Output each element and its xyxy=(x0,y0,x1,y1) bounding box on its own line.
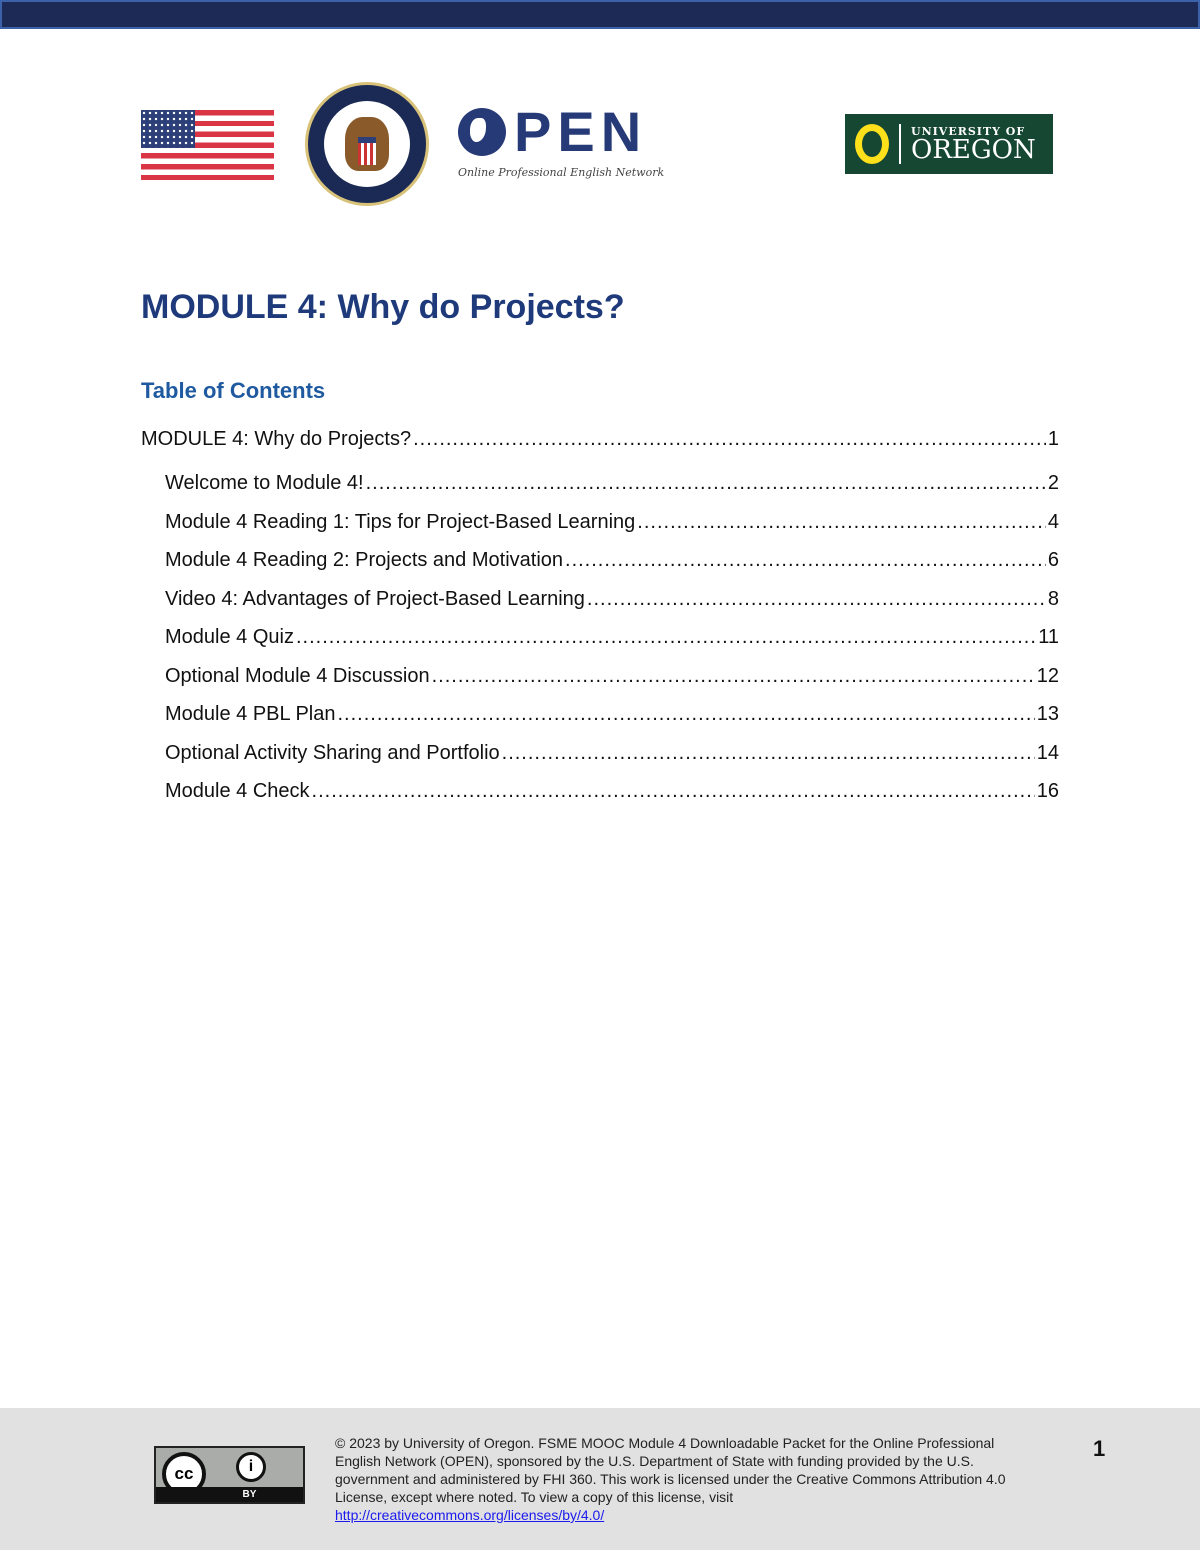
cc-by-license-badge xyxy=(154,1446,305,1504)
toc-entry-label: Module 4 Quiz xyxy=(165,626,294,648)
attribution-icon: i xyxy=(236,1452,266,1482)
toc-entry-label: Welcome to Module 4! xyxy=(165,472,364,494)
page-number: 1 xyxy=(1093,1436,1106,1461)
copyright-text: © 2023 by University of Oregon. FSME MOOC Module 4 Downloadable Packet for the Online Professional English Network (OPEN), sponsored by the U.S. Department of State with funding provided by the U.S. government and administered by FHI 360. This work is licensed under the Creative Commons Attribution 4.0 License, except where noted. To view a copy of this license, visit xyxy=(335,1435,1006,1505)
toc-entry-label: Module 4 Reading 2: Projects and Motivation xyxy=(165,549,564,571)
open-logo xyxy=(458,100,665,179)
toc-entry[interactable] xyxy=(141,511,1059,550)
uo-line2: OREGON xyxy=(911,134,1036,165)
toc-entry-page: 4 xyxy=(1047,510,1059,533)
toc-entry-label: Module 4 Reading 1: Tips for Project-Based Learning xyxy=(165,510,636,533)
toc-entry[interactable] xyxy=(141,428,1059,472)
toc-entry-label: MODULE 4: Why do Projects? xyxy=(141,428,412,450)
open-logo-word: PEN xyxy=(514,100,648,163)
dot-leader xyxy=(337,703,1034,726)
toc-entry-label: Optional Module 4 Discussion xyxy=(165,664,430,687)
page-title: MODULE 4: Why do Projects? xyxy=(141,288,625,326)
toc-heading: Table of Contents xyxy=(141,378,326,403)
dot-leader xyxy=(312,780,1035,803)
header-bar xyxy=(0,0,1200,29)
globe-icon xyxy=(458,108,506,156)
toc-entry[interactable] xyxy=(141,588,1059,627)
dot-leader xyxy=(587,588,1046,611)
toc-entry[interactable] xyxy=(141,549,1059,588)
copyright-notice xyxy=(335,1434,1035,1524)
table-of-contents xyxy=(141,428,1059,819)
toc-entry-page: 2 xyxy=(1047,472,1059,494)
toc-entry[interactable] xyxy=(141,742,1059,781)
toc-entry-page: 14 xyxy=(1036,741,1059,764)
toc-entry-page: 12 xyxy=(1036,664,1059,687)
toc-entry-page: 8 xyxy=(1047,587,1059,610)
toc-entry[interactable] xyxy=(141,703,1059,742)
by-label: BY xyxy=(156,1487,303,1502)
dot-leader xyxy=(565,549,1046,572)
toc-entry-page: 16 xyxy=(1036,780,1059,802)
toc-entry-page: 11 xyxy=(1038,626,1059,648)
dot-leader xyxy=(296,626,1036,649)
department-of-state-seal xyxy=(305,82,429,206)
uo-line1: UNIVERSITY OF xyxy=(911,124,1026,138)
cc-icon: cc xyxy=(162,1452,206,1496)
toc-entry-page: 6 xyxy=(1047,549,1059,571)
university-of-oregon-logo xyxy=(845,114,1053,174)
dot-leader xyxy=(432,665,1035,688)
dot-leader xyxy=(366,472,1046,495)
toc-entry-label: Module 4 PBL Plan xyxy=(165,703,336,725)
dot-leader xyxy=(502,742,1035,765)
toc-entry-label: Module 4 Check xyxy=(165,780,310,802)
dot-leader xyxy=(413,428,1046,451)
toc-entry-label: Optional Activity Sharing and Portfolio xyxy=(165,741,500,764)
toc-entry[interactable] xyxy=(141,472,1059,511)
toc-entry[interactable] xyxy=(141,626,1059,665)
toc-entry-label: Video 4: Advantages of Project-Based Learning xyxy=(165,587,585,610)
dot-leader xyxy=(637,511,1046,534)
toc-entry-page: 1 xyxy=(1047,428,1059,450)
license-link[interactable]: http://creativecommons.org/licenses/by/4.0/ xyxy=(335,1507,605,1523)
us-flag-logo xyxy=(141,110,274,180)
toc-entry[interactable] xyxy=(141,780,1059,819)
toc-entry[interactable] xyxy=(141,665,1059,704)
open-tagline: Online Professional English Network xyxy=(458,166,665,179)
toc-entry-page: 13 xyxy=(1036,703,1059,725)
